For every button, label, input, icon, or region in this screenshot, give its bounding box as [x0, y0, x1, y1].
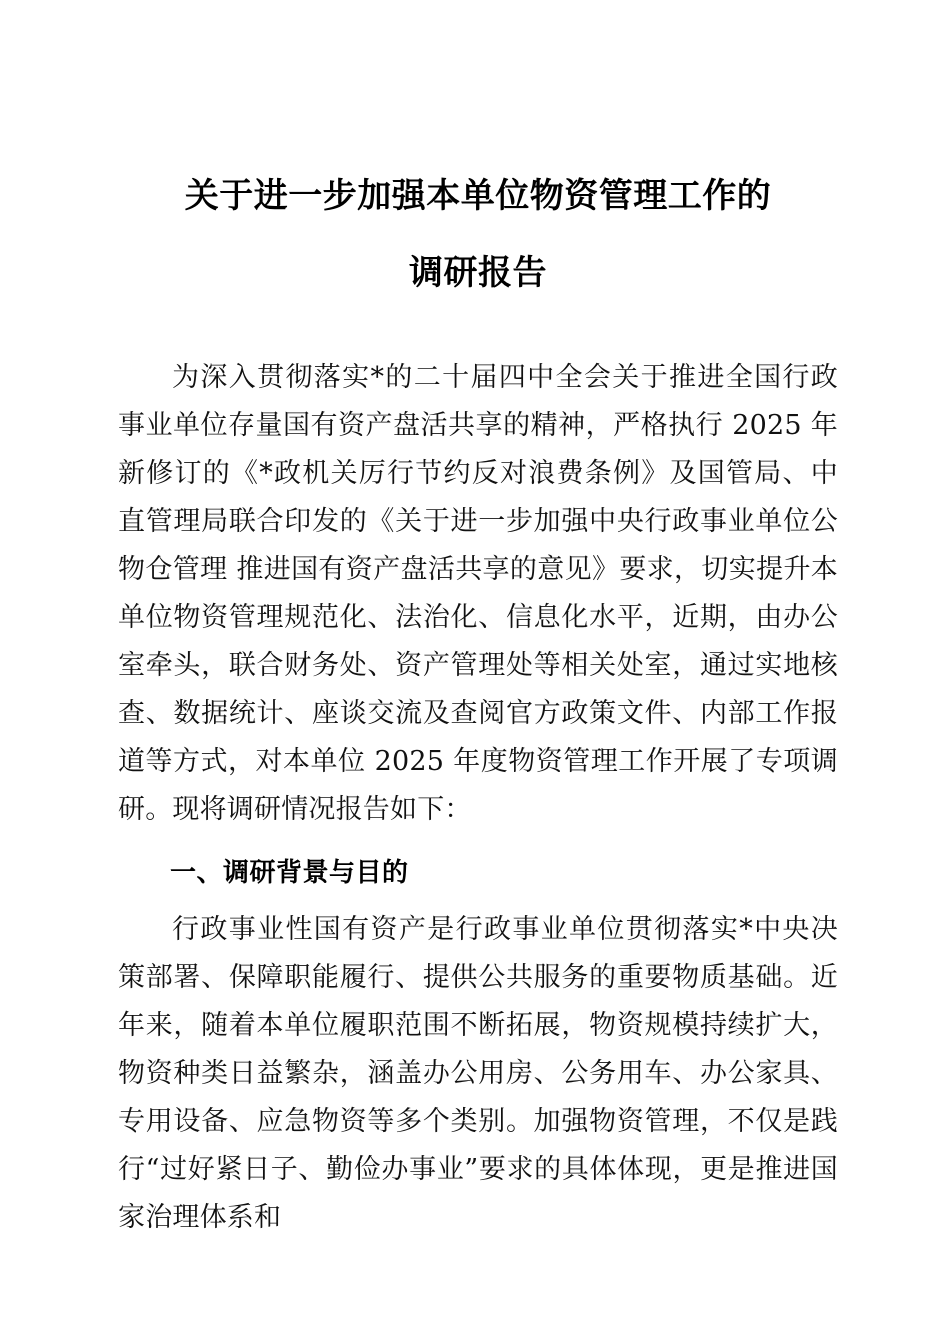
document-content-column: [118, 0, 838, 1242]
paragraph-background: 行政事业性国有资产是行政事业单位贯彻落实*中央决策部署、保障职能履行、提供公共服务的重要物质基础。近年来，随着本单位履职范围不断拓展，物资规模持续扩大，物资种类日益繁杂，涵盖办公用房、公务用车、办公家具、专用设备、应急物资等多个类别。加强物资管理，不仅是践行“过好紧日子、勤俭办事业”要求的具体体现，更是推进国家治理体系和: [118, 914, 838, 1233]
page-title: [118, 0, 838, 312]
section-heading-background-and-purpose: 一、调研背景与目的: [170, 857, 409, 887]
paragraph-introduction: 为深入贯彻落实*的二十届四中全会关于推进全国行政事业单位存量国有资产盘活共享的精神，严格执行 2025 年新修订的《*政机关厉行节约反对浪费条例》及国管局、中直管理局联合印发的《关于进一步加强中央行政事业单位公物仓管理 推进国有资产盘活共享的意见》要求，切实提升本单位物资管理规范化、法治化、信息化水平，近期，由办公室牵头，联合财务处、资产管理处等相关处室，通过实地核查、数据统计、座谈交流及查阅官方政策文件、内部工作报道等方式，对本单位 2025 年度物资管理工作开展了专项调研。现将调研情况报告如下：: [118, 362, 838, 825]
page-title-line-1: 关于进一步加强本单位物资管理工作的: [184, 176, 772, 216]
page-title-line-2: 调研报告: [409, 253, 547, 293]
